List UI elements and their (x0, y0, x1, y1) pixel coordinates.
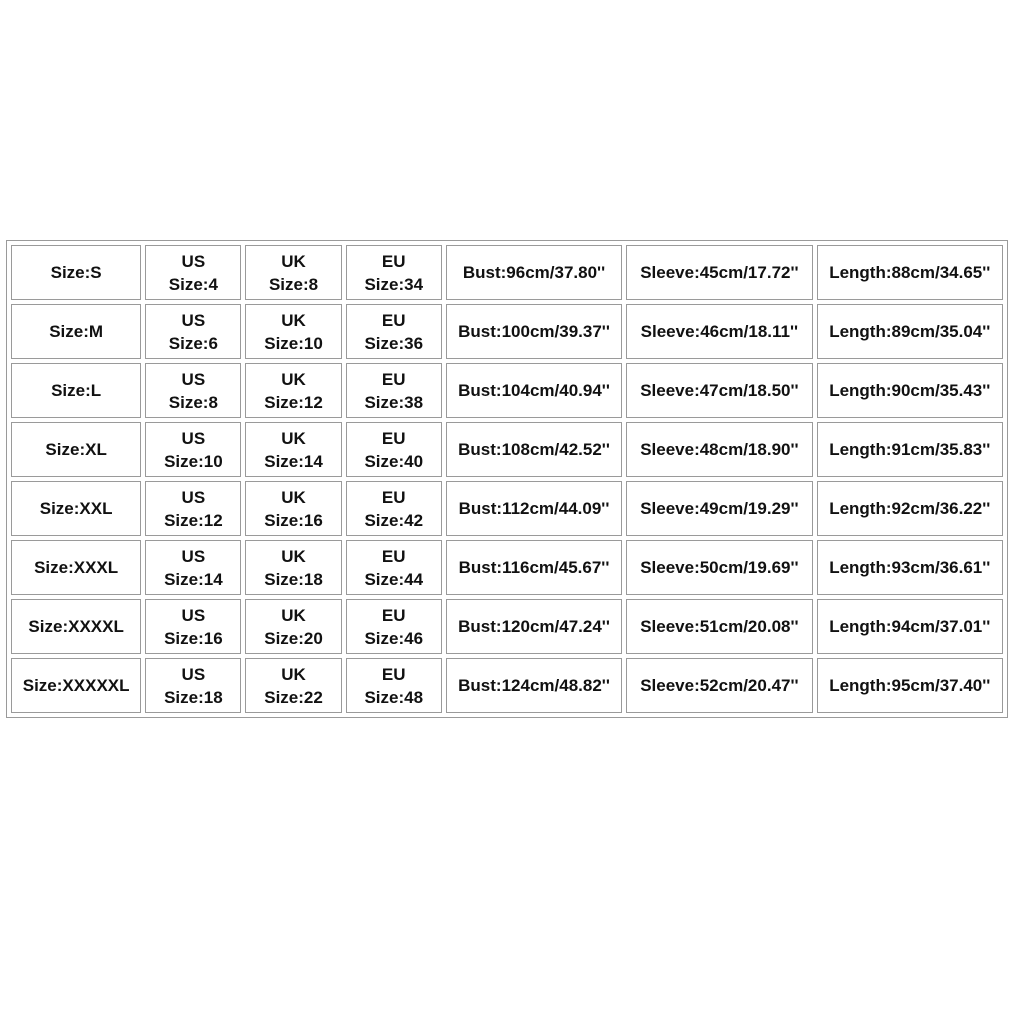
table-row (11, 481, 1003, 536)
us-size-value: Size:10 (164, 451, 223, 471)
uk-size-value: Size:14 (264, 451, 323, 471)
eu-size-cell (346, 540, 442, 595)
sleeve-value: Sleeve:51cm/20.08'' (640, 617, 799, 636)
eu-size-cell (346, 304, 442, 359)
bust-value: Bust:116cm/45.67'' (458, 558, 610, 577)
bust-cell (446, 540, 622, 595)
us-label: US (181, 605, 206, 625)
sleeve-cell (626, 540, 812, 595)
length-value: Length:91cm/35.83'' (829, 440, 991, 459)
uk-label: UK (281, 546, 306, 566)
us-label: US (181, 546, 206, 566)
sleeve-value: Sleeve:52cm/20.47'' (640, 676, 799, 695)
us-size-cell (145, 481, 241, 536)
uk-size-cell (245, 658, 341, 713)
sleeve-value: Sleeve:48cm/18.90'' (640, 440, 799, 459)
uk-size-cell (245, 422, 341, 477)
us-label: US (181, 428, 206, 448)
eu-size-cell (346, 658, 442, 713)
uk-size-value: Size:20 (264, 628, 323, 648)
size-label: Size:XL (45, 440, 107, 459)
eu-size-value: Size:48 (364, 687, 424, 707)
length-value: Length:92cm/36.22'' (829, 499, 991, 518)
sleeve-value: Sleeve:45cm/17.72'' (640, 263, 799, 282)
sleeve-cell (626, 422, 812, 477)
uk-label: UK (281, 487, 306, 507)
us-size-cell (145, 422, 241, 477)
eu-size-cell (346, 363, 442, 418)
uk-size-cell (245, 599, 341, 654)
sleeve-cell (626, 481, 812, 536)
sleeve-cell (626, 363, 812, 418)
us-size-value: Size:18 (164, 687, 223, 707)
us-size-value: Size:6 (168, 333, 218, 353)
size-label: Size:L (51, 381, 102, 400)
size-chart-body (11, 245, 1003, 713)
bust-cell (446, 599, 622, 654)
bust-value: Bust:100cm/39.37'' (458, 322, 610, 341)
eu-label: EU (381, 546, 406, 566)
bust-value: Bust:112cm/44.09'' (458, 499, 610, 518)
eu-size-value: Size:34 (364, 274, 424, 294)
sleeve-cell (626, 658, 812, 713)
size-label: Size:XXL (39, 499, 113, 518)
eu-label: EU (381, 664, 406, 684)
table-row (11, 363, 1003, 418)
us-size-value: Size:12 (164, 510, 223, 530)
length-cell (817, 540, 1003, 595)
length-cell (817, 422, 1003, 477)
eu-label: EU (381, 428, 406, 448)
size-cell (11, 481, 141, 536)
us-size-cell (145, 304, 241, 359)
table-row (11, 422, 1003, 477)
uk-label: UK (281, 664, 306, 684)
length-value: Length:89cm/35.04'' (829, 322, 991, 341)
table-row (11, 304, 1003, 359)
bust-cell (446, 245, 622, 300)
bust-cell (446, 304, 622, 359)
length-cell (817, 481, 1003, 536)
bust-value: Bust:108cm/42.52'' (458, 440, 610, 459)
size-cell (11, 540, 141, 595)
size-label: Size:XXXL (34, 558, 119, 577)
us-label: US (181, 251, 206, 271)
us-size-value: Size:8 (168, 392, 218, 412)
length-value: Length:90cm/35.43'' (829, 381, 991, 400)
sleeve-value: Sleeve:46cm/18.11'' (640, 322, 799, 341)
eu-size-cell (346, 422, 442, 477)
eu-size-value: Size:42 (364, 510, 424, 530)
us-size-cell (145, 599, 241, 654)
length-value: Length:93cm/36.61'' (829, 558, 991, 577)
size-cell (11, 245, 141, 300)
bust-value: Bust:96cm/37.80'' (462, 263, 606, 282)
uk-size-value: Size:16 (264, 510, 323, 530)
uk-size-cell (245, 363, 341, 418)
sleeve-cell (626, 304, 812, 359)
uk-size-value: Size:22 (264, 687, 323, 707)
size-cell (11, 658, 141, 713)
table-row (11, 658, 1003, 713)
bust-cell (446, 481, 622, 536)
uk-size-cell (245, 481, 341, 536)
uk-label: UK (281, 605, 306, 625)
length-value: Length:94cm/37.01'' (829, 617, 991, 636)
us-size-cell (145, 540, 241, 595)
uk-size-cell (245, 304, 341, 359)
size-cell (11, 304, 141, 359)
size-cell (11, 422, 141, 477)
size-cell (11, 363, 141, 418)
length-cell (817, 304, 1003, 359)
table-row (11, 245, 1003, 300)
size-label: Size:S (50, 263, 102, 282)
us-label: US (181, 664, 206, 684)
eu-size-value: Size:44 (364, 569, 424, 589)
uk-size-value: Size:8 (268, 274, 319, 294)
size-chart-table (6, 240, 1008, 718)
bust-cell (446, 422, 622, 477)
us-size-value: Size:16 (164, 628, 223, 648)
uk-label: UK (281, 428, 306, 448)
table-row (11, 540, 1003, 595)
size-label: Size:XXXXL (28, 617, 124, 636)
us-label: US (181, 310, 206, 330)
eu-label: EU (381, 251, 406, 271)
sleeve-value: Sleeve:49cm/19.29'' (640, 499, 799, 518)
eu-label: EU (381, 369, 406, 389)
length-value: Length:95cm/37.40'' (829, 676, 991, 695)
eu-size-value: Size:40 (364, 451, 424, 471)
eu-label: EU (381, 310, 406, 330)
us-label: US (181, 487, 206, 507)
size-label: Size:XXXXXL (22, 676, 130, 695)
bust-cell (446, 363, 622, 418)
eu-size-value: Size:36 (364, 333, 424, 353)
uk-label: UK (281, 310, 306, 330)
uk-size-value: Size:10 (264, 333, 323, 353)
size-label: Size:M (49, 322, 104, 341)
eu-label: EU (381, 605, 406, 625)
length-cell (817, 363, 1003, 418)
eu-size-cell (346, 481, 442, 536)
size-cell (11, 599, 141, 654)
us-size-value: Size:4 (168, 274, 218, 294)
us-size-cell (145, 658, 241, 713)
uk-size-value: Size:12 (264, 392, 323, 412)
bust-value: Bust:124cm/48.82'' (458, 676, 610, 695)
length-cell (817, 245, 1003, 300)
bust-cell (446, 658, 622, 713)
bust-value: Bust:120cm/47.24'' (458, 617, 610, 636)
sleeve-value: Sleeve:50cm/19.69'' (640, 558, 799, 577)
uk-size-cell (245, 540, 341, 595)
us-size-cell (145, 363, 241, 418)
us-size-value: Size:14 (164, 569, 223, 589)
uk-size-cell (245, 245, 341, 300)
length-cell (817, 658, 1003, 713)
bust-value: Bust:104cm/40.94'' (458, 381, 610, 400)
us-label: US (181, 369, 206, 389)
uk-size-value: Size:18 (264, 569, 323, 589)
uk-label: UK (281, 251, 306, 271)
eu-size-value: Size:38 (364, 392, 424, 412)
eu-label: EU (381, 487, 406, 507)
table-row (11, 599, 1003, 654)
uk-label: UK (281, 369, 306, 389)
us-size-cell (145, 245, 241, 300)
sleeve-cell (626, 245, 812, 300)
sleeve-value: Sleeve:47cm/18.50'' (640, 381, 799, 400)
eu-size-value: Size:46 (364, 628, 424, 648)
sleeve-cell (626, 599, 812, 654)
eu-size-cell (346, 245, 442, 300)
length-value: Length:88cm/34.65'' (829, 263, 991, 282)
length-cell (817, 599, 1003, 654)
eu-size-cell (346, 599, 442, 654)
